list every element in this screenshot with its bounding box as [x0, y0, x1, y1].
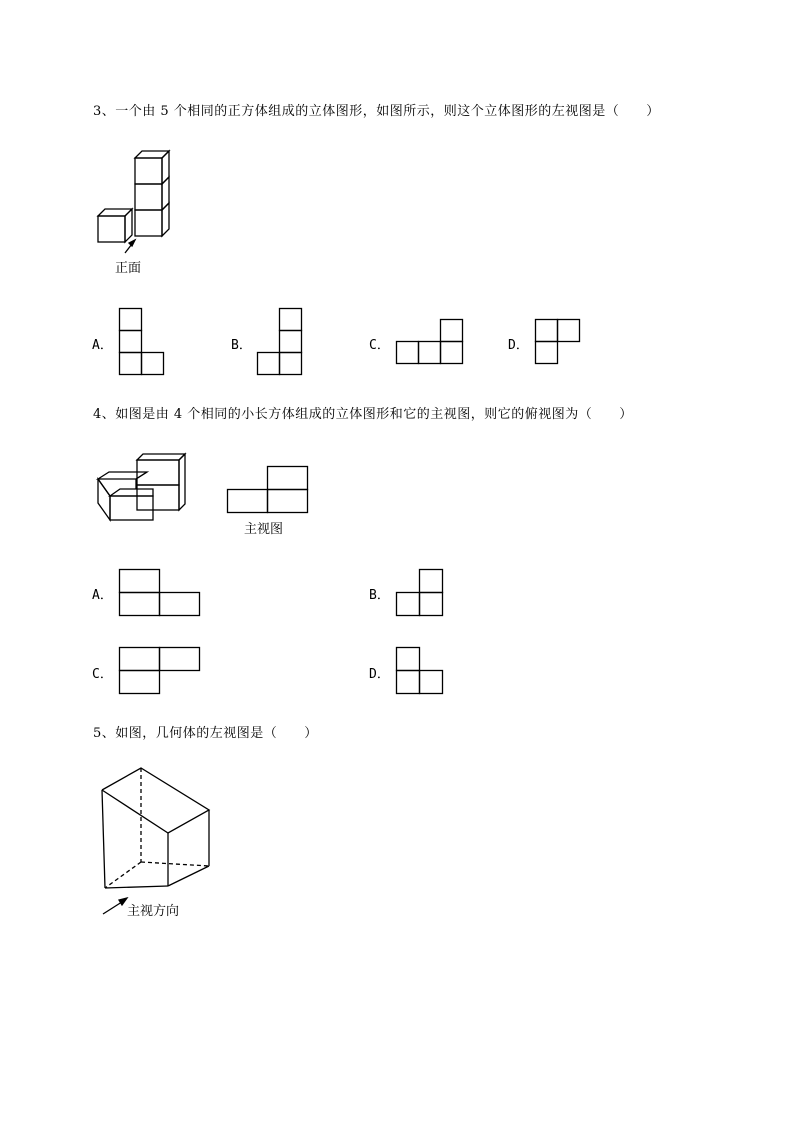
question-5-text: 5、如图，几何体的左视图是（ ） — [93, 726, 318, 741]
q4-option-d-figure[interactable] — [396, 647, 444, 695]
question-4-caption: 主视图 — [244, 522, 284, 537]
q4-option-a-figure[interactable] — [119, 569, 201, 617]
question-3-caption: 正面 — [115, 261, 142, 276]
q3-option-c-label[interactable]: C． — [369, 338, 390, 353]
question-4-front-view — [227, 466, 309, 514]
question-3-figure — [95, 148, 185, 248]
question-4-figure — [95, 450, 190, 522]
q3-option-c-figure[interactable] — [396, 319, 464, 365]
question-5-figure — [95, 762, 215, 922]
q3-option-a-figure[interactable] — [119, 308, 165, 376]
q3-option-b-label[interactable]: B． — [231, 338, 252, 353]
question-3-text: 3、一个由 5 个相同的正方体组成的立体图形，如图所示，则这个立体图形的左视图是（ ） — [93, 104, 660, 119]
question-4-text: 4、如图是由 4 个相同的小长方体组成的立体图形和它的主视图，则它的俯视图为（ ） — [93, 407, 633, 422]
q3-option-d-figure[interactable] — [535, 319, 581, 365]
q4-option-d-label[interactable]: D． — [369, 667, 390, 682]
q3-option-d-label[interactable]: D． — [508, 338, 529, 353]
question-5-caption: 主视方向 — [127, 904, 180, 919]
q4-option-b-figure[interactable] — [396, 569, 444, 617]
q3-option-a-label[interactable]: A． — [92, 338, 113, 353]
q4-option-c-figure[interactable] — [119, 647, 201, 695]
q4-option-a-label[interactable]: A． — [92, 588, 113, 603]
q4-option-c-label[interactable]: C． — [92, 667, 113, 682]
q3-option-b-figure[interactable] — [257, 308, 303, 376]
q4-option-b-label[interactable]: B． — [369, 588, 390, 603]
